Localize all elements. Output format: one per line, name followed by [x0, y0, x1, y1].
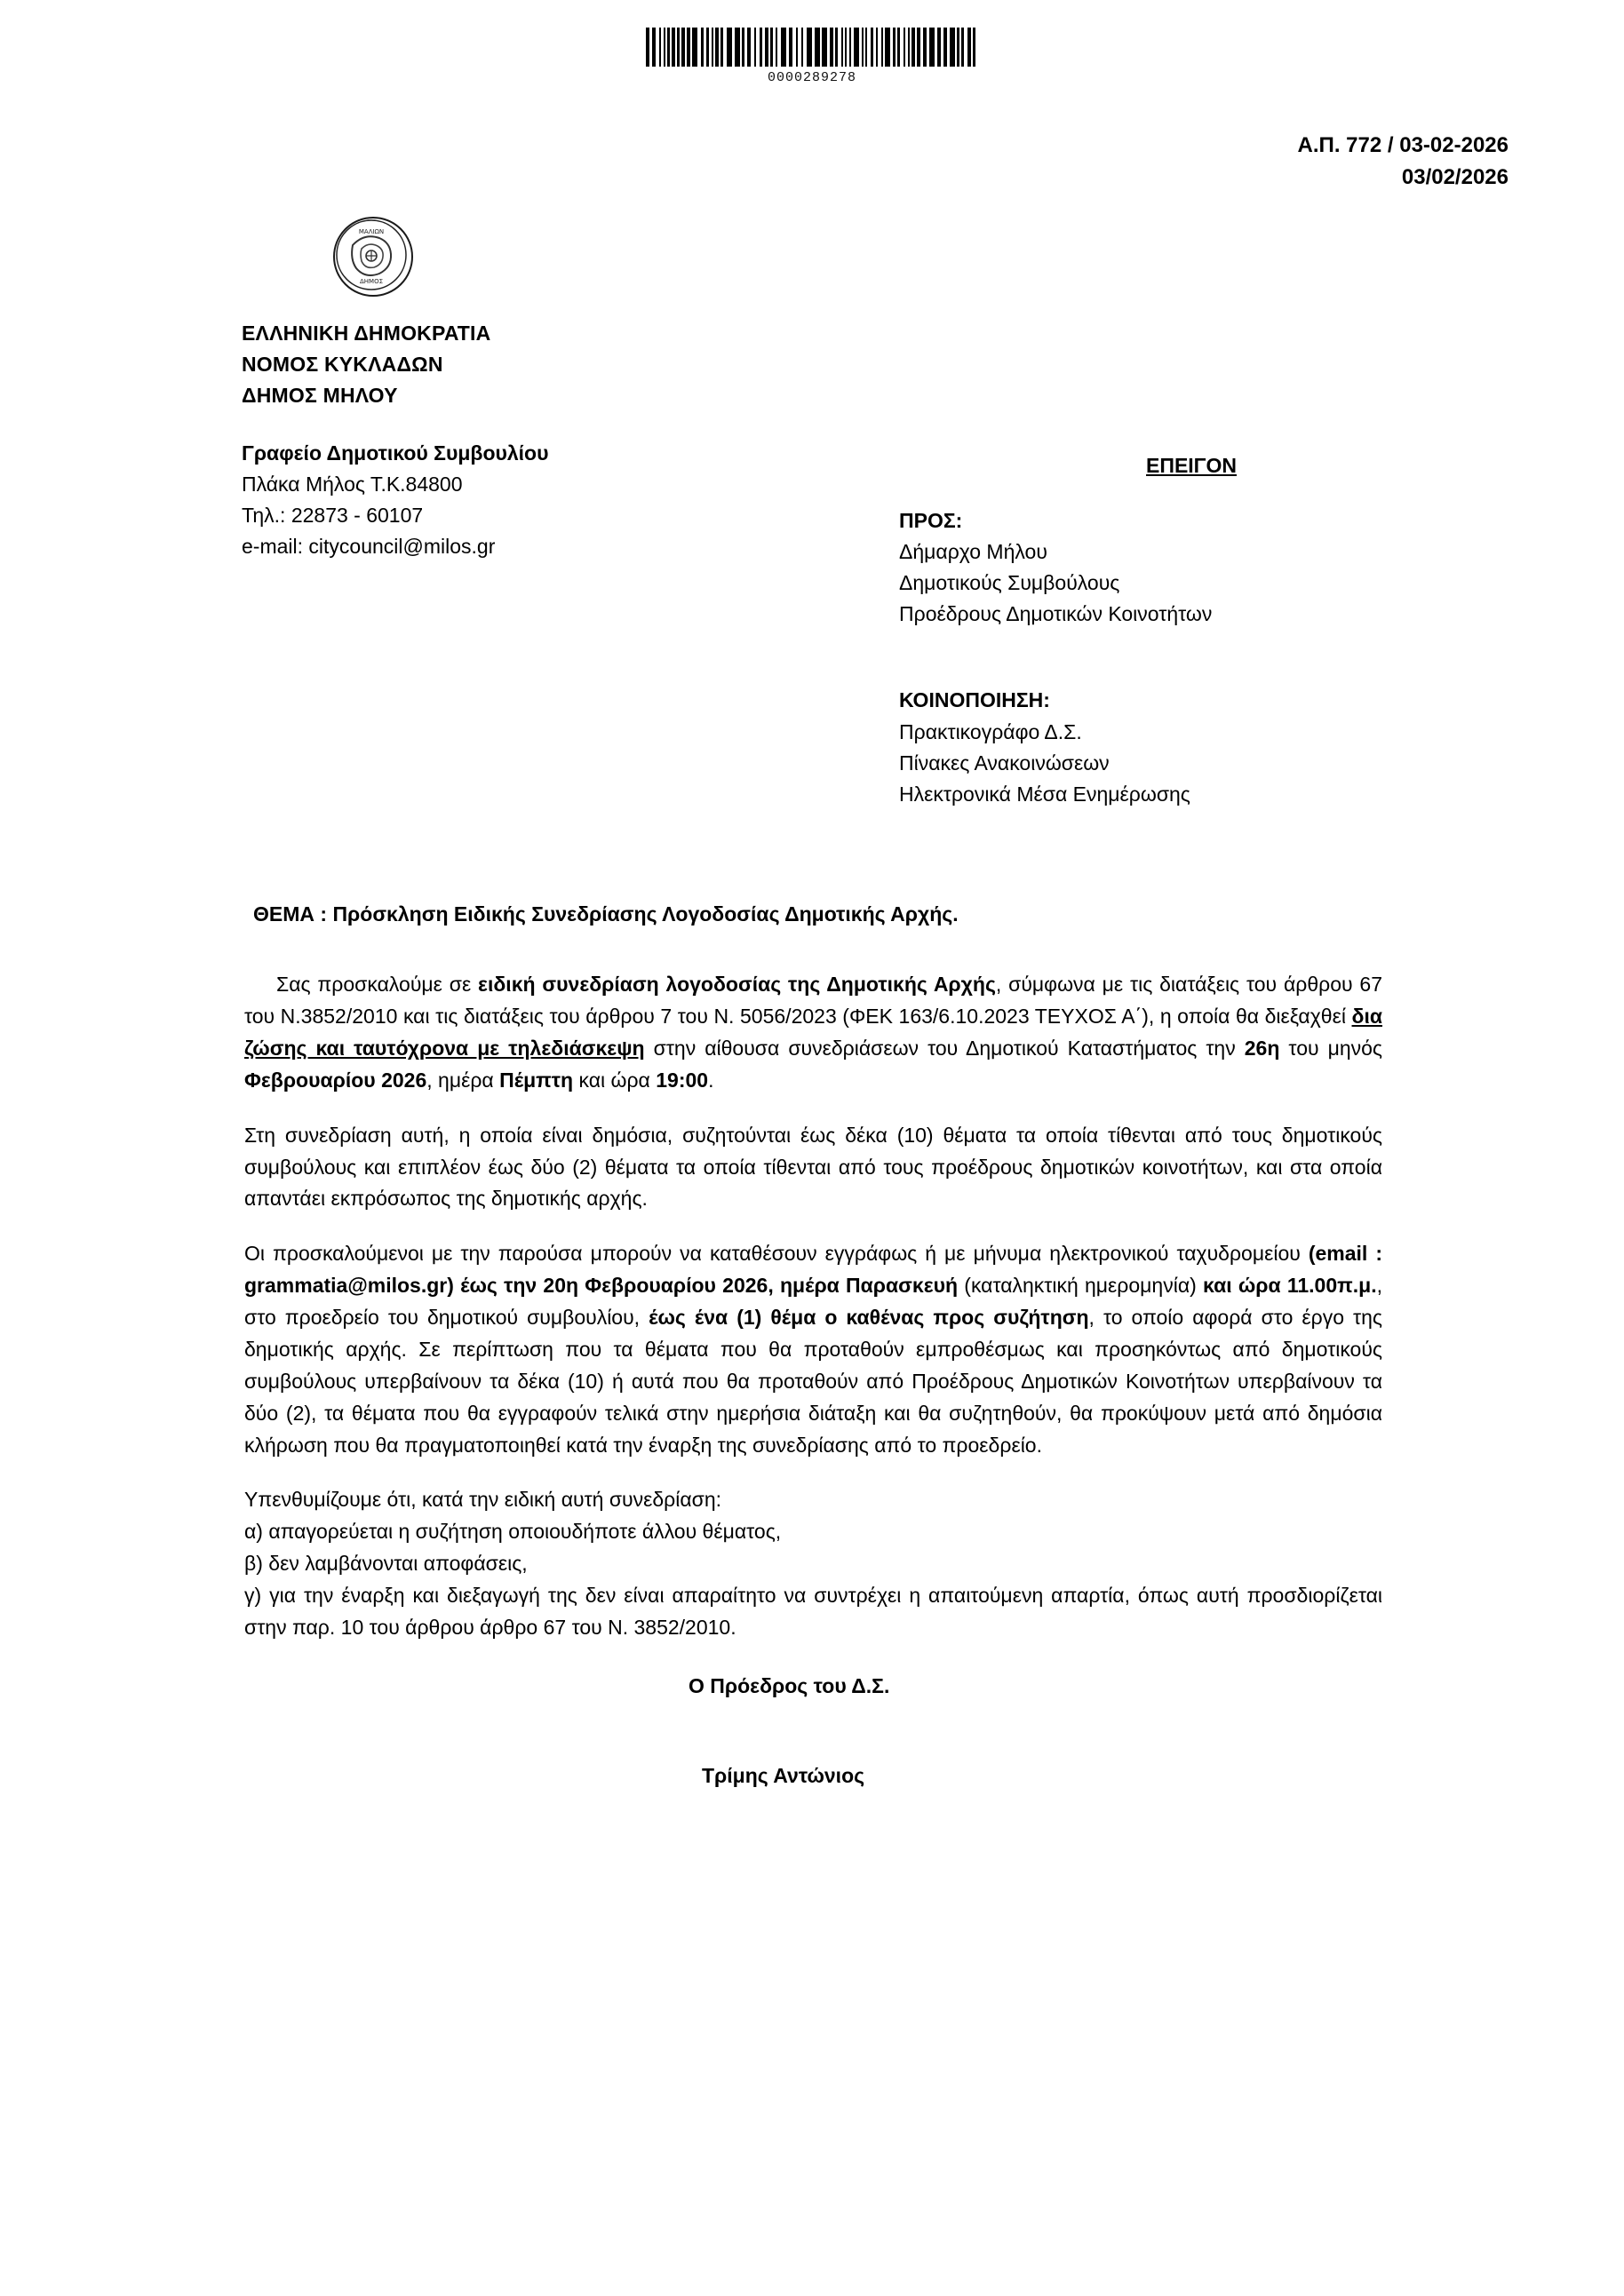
barcode-image — [646, 28, 979, 67]
office-title: Γραφείο Δημοτικού Συμβουλίου — [242, 441, 549, 465]
p1-seg-a: Σας προσκαλούμε σε — [276, 973, 479, 997]
office-email: e-mail: citycouncil@milos.gr — [242, 534, 496, 558]
p1-seg-j: Πέμπτη — [499, 1068, 574, 1092]
to-label: ΠΡΟΣ: — [899, 508, 963, 532]
svg-text:ΜΑΛΙΩΝ: ΜΑΛΙΩΝ — [358, 228, 385, 235]
p3-seg-b: (email : grammatia@milos.gr) έως την 20η Φεβρουαρίου 2026, ημέρα — [244, 1242, 1382, 1298]
p4-item-b: β) δεν λαμβάνονται αποφάσεις, — [244, 1552, 528, 1576]
p1-seg-l: 19:00 — [656, 1068, 709, 1092]
cc-item: Πρακτικογράφο Δ.Σ. — [899, 719, 1082, 743]
protocol-line-2: 03/02/2026 — [1401, 165, 1509, 189]
cc-item: Ηλεκτρονικά Μέσα Ενημέρωσης — [899, 782, 1190, 806]
p1-seg-e: στην αίθουσα συνεδριάσεων του Δημοτικού Καταστήματος την — [644, 1036, 1245, 1060]
protocol-line-1: Α.Π. 772 / 03-02-2026 — [1297, 133, 1509, 157]
p1-seg-b: ειδική συνεδρίαση λογοδοσίας της Δημοτικής Αρχής — [478, 973, 996, 997]
p4-item-a: α) απαγορεύεται η συζήτηση οποιουδήποτε άλλου θέματος, — [244, 1520, 782, 1544]
p1-seg-d: δια ζώσης και ταυτόχρονα με τηλεδιάσκεψη — [244, 1005, 1382, 1060]
cc-label: ΚΟΙΝΟΠΟΙΗΣΗ: — [899, 688, 1050, 712]
p3-seg-a: Οι προσκαλούμενοι με την παρούσα μπορούν να καταθέσουν εγγράφως ή με μήνυμα ηλεκτρονικού ταχυδρομείου — [244, 1242, 1309, 1266]
p1-seg-k: και ώρα — [573, 1068, 657, 1092]
document-body — [0, 969, 1624, 1644]
p3-seg-h: , το οποίο αφορά στο έργο της δημοτικής αρχής. Σε περίπτωση που τα θέματα που θα προταθούν εμπροθέσμως και προσηκόντως από δημοτικούς συμβούλους υπερβαίνουν τα δέκα (10) ή αυτά που θα προταθούν από Προέδρους Δημοτικών Κοινοτήτων υπερβαίνουν τα δύο (2), τα θέματα που θα εγγραφούν τελικά στην ημερήσια διάταξη και θα συζητηθούν, θα προκύψουν μετά από δημόσια κλήρωση που θα πραγματοποιηθεί κατά την έναρξη της συνεδρίασης από το προεδρείο. — [244, 1306, 1382, 1457]
p4-intro: Υπενθυμίζουμε ότι, κατά την ειδική αυτή συνεδρίαση: — [244, 1488, 722, 1512]
p3-seg-e: και ώρα 11.00π.μ. — [1196, 1274, 1377, 1298]
p3-seg-f: , στο προεδρείο του δημοτικού συμβουλίου, — [244, 1274, 1382, 1330]
emblem-row — [0, 217, 1624, 297]
cc-group — [899, 685, 1624, 810]
signature-role: Ο Πρόεδρος του Δ.Σ. — [689, 1673, 890, 1697]
org-line-3: ΔΗΜΟΣ ΜΗΛΟΥ — [242, 383, 398, 407]
org-line-2: ΝΟΜΟΣ ΚΥΚΛΑΔΩΝ — [242, 352, 443, 376]
signature-name: Τρίμης Αντώνιος — [702, 1763, 865, 1787]
p4-item-c: γ) για την έναρξη και διεξαγωγή της δεν είναι απαραίτητο να συντρέχει η απαιτούμενη απαρτία, όπως αυτή προσδιορίζεται στην παρ. 10 του άρθρου άρθρο 67 του Ν. 3852/2010. — [244, 1584, 1382, 1639]
p1-seg-m: . — [708, 1068, 714, 1092]
p3-seg-d: (καταληκτική ημερομηνία) — [964, 1274, 1197, 1298]
subject-line: ΘΕΜΑ : Πρόσκληση Ειδικής Συνεδρίασης Λογοδοσίας Δημοτικής Αρχής. — [253, 902, 959, 926]
p1-seg-i: , ημέρα — [426, 1068, 500, 1092]
office-address: Πλάκα Μήλος Τ.Κ.84800 — [242, 472, 463, 496]
paragraph-1 — [244, 969, 1382, 1097]
cc-item: Πίνακες Ανακοινώσεων — [899, 751, 1110, 775]
p1-seg-g: του μηνός — [1279, 1036, 1383, 1060]
p3-seg-c: Παρασκευή — [839, 1274, 965, 1298]
to-item: Προέδρους Δημοτικών Κοινοτήτων — [899, 602, 1213, 626]
barcode-number: 0000289278 — [767, 70, 856, 85]
paragraph-4 — [244, 1484, 1382, 1643]
p3-seg-g: έως ένα (1) θέμα ο καθένας προς συζήτηση — [649, 1306, 1089, 1330]
recipients-area — [0, 454, 1624, 811]
org-line-1: ΕΛΛΗΝΙΚΗ ΔΗΜΟΚΡΑΤΙΑ — [242, 322, 491, 345]
paragraph-2: Στη συνεδρίαση αυτή, η οποία είναι δημόσια, συζητούνται έως δέκα (10) θέματα τα οποία τίθενται από τους δημοτικούς συμβούλους και επιπλέον έως δύο (2) θέματα τα οποία τίθενται από τους προέδρους δημοτικών κοινοτήτων, και στα οποία απαντάει εκπρόσωπος της δημοτικής αρχής. — [244, 1123, 1382, 1211]
svg-text:ΔΗΜΟΣ: ΔΗΜΟΣ — [359, 278, 384, 285]
municipality-seal-icon — [333, 217, 413, 297]
to-item: Δημοτικούς Συμβούλους — [899, 571, 1120, 595]
p1-seg-h: Φεβρουαρίου 2026 — [244, 1068, 427, 1092]
to-group — [899, 505, 1624, 631]
urgent-label: ΕΠΕΙΓΟΝ — [1146, 453, 1238, 477]
office-phone: Τηλ.: 22873 - 60107 — [242, 503, 424, 527]
paragraph-3 — [244, 1238, 1382, 1461]
to-item: Δήμαρχο Μήλου — [899, 539, 1047, 563]
recipients-block — [0, 454, 1624, 811]
protocol-block — [0, 130, 1624, 194]
barcode-area — [0, 0, 1624, 85]
organization-block — [0, 318, 1624, 411]
p1-seg-f: 26η — [1244, 1036, 1280, 1060]
p1-seg-c: , σύμφωνα με τις διατάξεις του άρθρου 67 του Ν.3852/2010 και τις διατάξεις του άρθρου 7 του Ν. 5056/2023 (ΦΕΚ 163/6.10.2023 ΤΕΥΧΟΣ Α΄), η οποία θα διεξαχθεί — [244, 973, 1382, 1029]
